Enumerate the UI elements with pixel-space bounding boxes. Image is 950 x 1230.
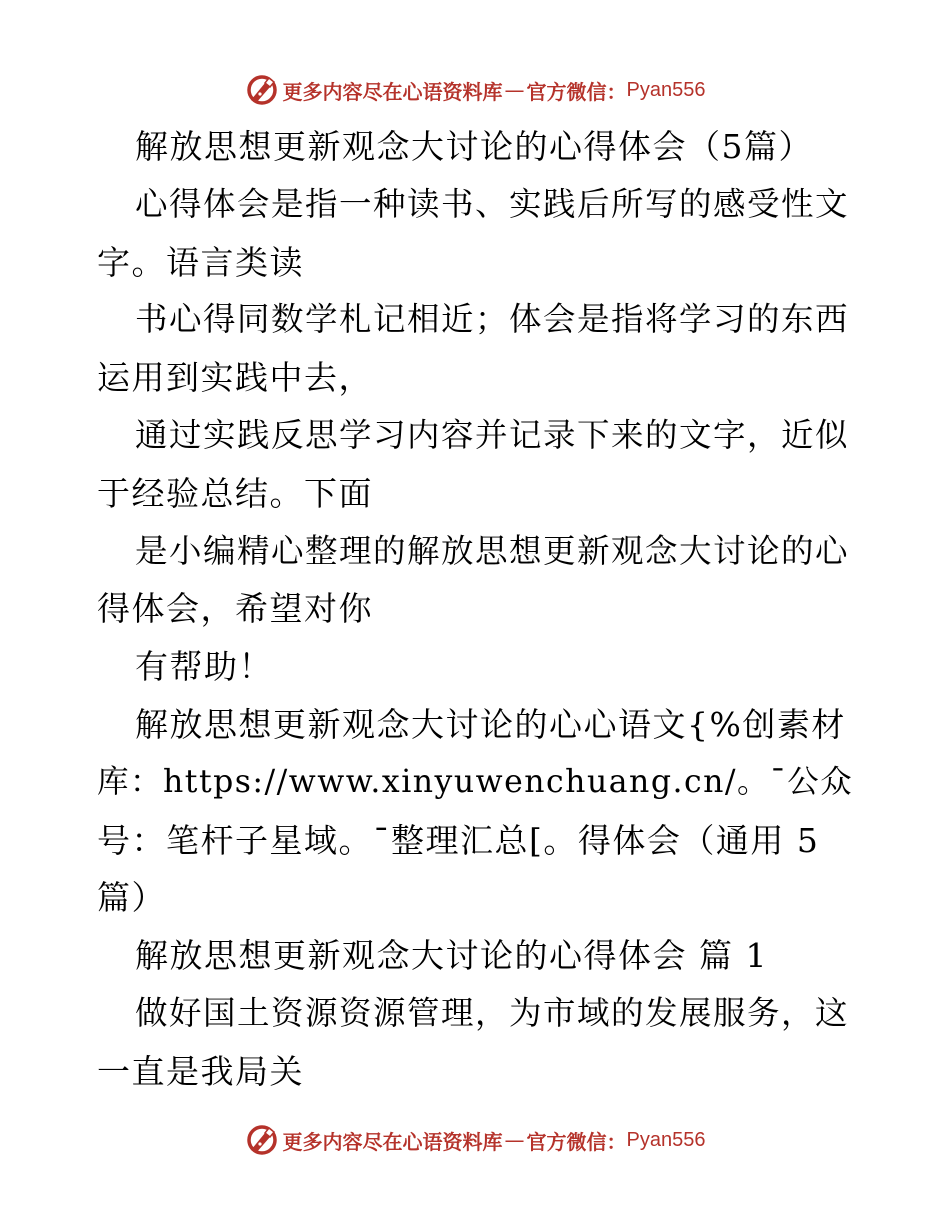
text-line: 有帮助！ bbox=[135, 647, 273, 687]
text-line: 解放思想更新观念大讨论的心得体会（5篇） bbox=[135, 127, 813, 166]
text-line: 于经验总结。下面 bbox=[97, 473, 373, 513]
footer-banner bbox=[0, 1120, 950, 1160]
text-line: 是小编精心整理的解放思想更新观念大讨论的心 bbox=[135, 531, 850, 570]
document-body bbox=[97, 118, 857, 1101]
banner-dash: — bbox=[504, 78, 525, 102]
text-line: 库：https://www.xinyuwenchuang.cn/。¯公众 bbox=[97, 763, 854, 800]
text-line: 解放思想更新观念大讨论的心心语文{%创素材 bbox=[135, 704, 846, 744]
banner-dash: — bbox=[504, 1128, 525, 1152]
banner-wechat-id: Pyan556 bbox=[626, 1128, 706, 1151]
text-line: 运用到实践中去， bbox=[97, 358, 373, 398]
text-line: 心得体会是指一种读书、实践后所写的感受性文 bbox=[135, 184, 850, 223]
text-line: 号：笔杆子星域。¯整理汇总[。得体会（通用 5 bbox=[97, 820, 820, 860]
banner-brand-text: 更多内容尽在心语资料库 bbox=[282, 1129, 503, 1154]
text-line: 字。语言类读 bbox=[97, 242, 304, 282]
text-line: 书心得同数学札记相近；体会是指将学习的东西 bbox=[135, 300, 850, 339]
pen-nib-logo-icon bbox=[245, 73, 279, 107]
text-line: 通过实践反思学习内容并记录下来的文字，近似 bbox=[135, 415, 850, 454]
header-banner bbox=[0, 70, 950, 110]
text-line: 篇） bbox=[97, 878, 166, 918]
text-line: 得体会，希望对你 bbox=[97, 589, 373, 629]
text-line: 一直是我局关 bbox=[97, 1051, 304, 1091]
banner-brand-text: 更多内容尽在心语资料库 bbox=[282, 79, 503, 104]
banner-wechat-id: Pyan556 bbox=[626, 78, 706, 101]
banner-official-label: 官方微信： bbox=[526, 1129, 627, 1154]
pen-nib-logo-icon bbox=[245, 1123, 279, 1157]
text-line: 解放思想更新观念大讨论的心得体会 篇 1 bbox=[135, 936, 768, 976]
banner-official-label: 官方微信： bbox=[526, 79, 627, 104]
text-line: 做好国土资源资源管理，为市域的发展服务，这 bbox=[135, 993, 850, 1032]
